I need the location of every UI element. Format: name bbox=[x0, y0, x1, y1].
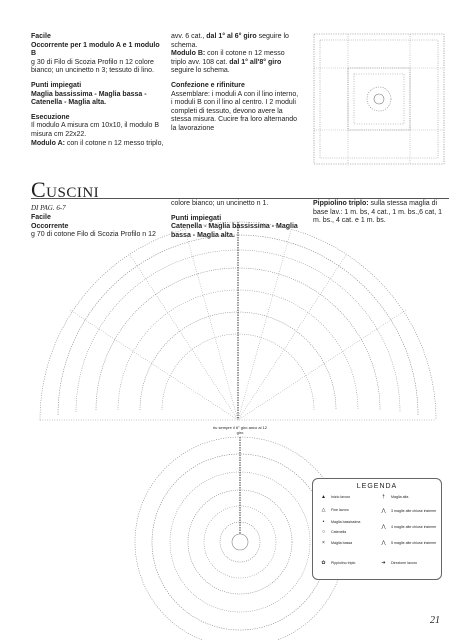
occorrente-text: g 30 di Filo di Scozia Profilo n 12 colore bianco; un uncinetto n 3; tessuto di lino. bbox=[31, 58, 154, 75]
cuscini-punti-text: Catenella - Maglia bassissima - Maglia bassa - Maglia alta. bbox=[171, 223, 298, 239]
section-subtitle: DI PAG. 6-7 bbox=[31, 204, 66, 212]
modulo-a-text: con il cotone n 12 messo triplo, bbox=[66, 139, 164, 147]
legend-item-3alte: ⋀ 3 maglie alte chiuse insieme bbox=[379, 509, 437, 513]
legend-item-inizio: ▲ Inizio lavoro bbox=[319, 495, 350, 499]
fan-chart bbox=[40, 222, 436, 420]
arrow-icon: ➜ bbox=[381, 560, 386, 566]
modulo-a-cont-bold: dal 1° al 6° giro bbox=[206, 33, 257, 40]
punti-text: Maglia bassissima - Maglia bassa - Catenella - Maglia alta. bbox=[31, 90, 147, 107]
pippiolino-text: sulla stessa maglia di base lav.: 1 m. bs, 4 cat., 1 m. bs.,6 cat, 1 m. bs., 4 cat. e 1 m. bs. bbox=[313, 200, 443, 225]
modulo-b-post: seguire lo schema. bbox=[171, 67, 230, 75]
cross-icon: × bbox=[322, 540, 325, 546]
cuscini-occorrente-heading: Occorrente bbox=[31, 222, 69, 230]
cuscini-punti-heading: Punti impiegati bbox=[171, 214, 222, 222]
difficulty-label: Facile bbox=[31, 33, 51, 40]
modulo-a-cont-pre: avv. 6 cat., bbox=[171, 33, 207, 40]
legend-box bbox=[312, 478, 442, 580]
modulo-b-pre: con il cotone n 12 messo triplo avv. 108 cat. bbox=[171, 50, 285, 66]
legend-item-pippiolino: ✿ Pippiolino triplo bbox=[319, 561, 355, 565]
legend-title: LEGENDA bbox=[356, 483, 398, 490]
cuscini-difficulty: Facile bbox=[31, 214, 51, 221]
legend-item-bassa: × Maglia bassa bbox=[319, 541, 352, 545]
cluster5-icon: ⋀ bbox=[381, 540, 386, 546]
modulo-a-cont-post: seguire lo schema. bbox=[171, 33, 289, 49]
confezione-heading: Confezione e rifiniture bbox=[171, 81, 245, 89]
modulo-b-label: Modulo B: bbox=[171, 50, 206, 58]
legend-item-fine: △ Fine lavoro bbox=[319, 508, 349, 512]
modulo-b-bold: dal 1° all'8° giro bbox=[229, 58, 282, 66]
legend-item-bassissima: • Maglia bassissima bbox=[319, 520, 360, 524]
fan-note: riu sempre il 6° giro anco al 12 giro bbox=[210, 425, 270, 435]
modulo-a-label: Modulo A: bbox=[31, 139, 65, 147]
punti-heading: Punti impiegati bbox=[31, 81, 82, 89]
legend-item-catenella: ○ Catenella bbox=[319, 530, 346, 534]
picot-icon: ✿ bbox=[321, 560, 326, 566]
esecuzione-heading: Esecuzione bbox=[31, 113, 70, 121]
cuscini-occorrente-cont: colore bianco; un uncinetto n 1. bbox=[171, 200, 269, 207]
dot-icon: • bbox=[322, 519, 325, 525]
cuscini-occorrente-text: g 70 di cotone Filo di Scozia Profilo n 12 bbox=[31, 231, 156, 239]
start-icon: ▲ bbox=[321, 494, 326, 500]
occorrente-heading: Occorrente per 1 modulo A e 1 modulo B bbox=[31, 41, 160, 58]
cluster4-icon: ⋀ bbox=[381, 524, 386, 530]
confezione-text: Assemblare: i moduli A con il lino interno, i moduli B con il lino al centro. I 2 moduli completi di tessuto, devono avere la stessa misura. Cucire fra loro alternando la lavorazione bbox=[171, 90, 299, 132]
legend-item-5alte: ⋀ 5 maglie alte chiuse insieme bbox=[379, 541, 437, 545]
page-number: 21 bbox=[430, 615, 440, 626]
cluster3-icon: ⋀ bbox=[381, 508, 386, 514]
square-module-chart bbox=[314, 34, 444, 164]
chain-icon: ○ bbox=[321, 529, 326, 535]
legend-item-4alte: ⋀ 4 maglie alte chiuse insieme bbox=[379, 525, 437, 529]
legend-item-alta: † Maglia alta bbox=[379, 495, 408, 499]
end-icon: △ bbox=[321, 507, 326, 513]
treble-icon: † bbox=[382, 494, 385, 500]
legend-item-direzione: ➜ Direzione lavoro bbox=[379, 561, 417, 565]
pippiolino-heading: Pippiolino triplo: bbox=[313, 200, 369, 207]
section-title: Cuscini bbox=[31, 177, 100, 202]
esecuzione-text: Il modulo A misura cm 10x10, il modulo B misura cm 22x22. bbox=[31, 122, 160, 138]
